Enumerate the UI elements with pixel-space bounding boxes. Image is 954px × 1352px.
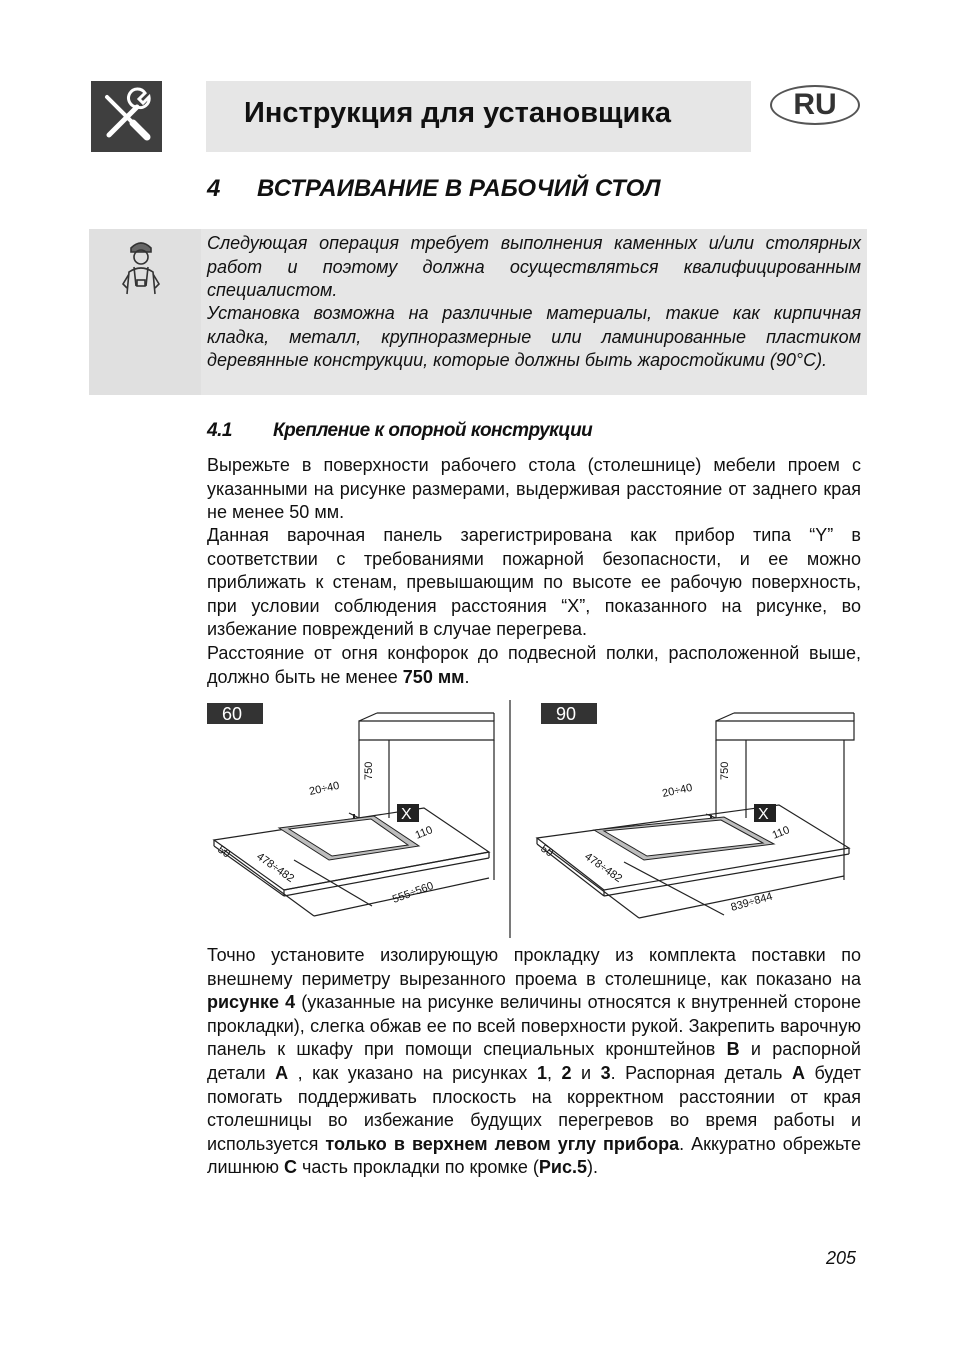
subsection-number: 4.1 — [207, 420, 232, 441]
figure-label-60: 60 — [222, 704, 243, 724]
text-run: . Распорная деталь — [610, 1062, 792, 1083]
note-paragraph: Следующая операция требует выполнения каменных и/или столярных работ и поэтому должна осуществляться квалифицированным специалистом. — [207, 233, 861, 301]
text-run-bold: A — [791, 1062, 805, 1083]
body-paragraph — [207, 642, 861, 689]
text-run-bold: 1 — [536, 1062, 547, 1083]
section-title: ВСТРАИВАНИЕ В РАБОЧИЙ СТОЛ — [257, 175, 661, 202]
text-run-bold: 750 мм — [402, 666, 465, 687]
dim-offset: 20÷40 — [308, 779, 341, 798]
section-heading — [207, 175, 660, 203]
text-run: Точно установите изолирующую прокладку из комплекта поставки по внешнему периметру вырезанного проема в столешнице, как показано на — [207, 945, 861, 989]
note-paragraph: Установка возможна на различные материалы, такие как кирпичная кладка, металл, крупноразмерные или ламинированные пластиком деревянные конструкции, которые должны быть жаростойкими (90°C). — [207, 303, 861, 371]
dim-width: 555÷560 — [390, 879, 436, 906]
text-run: будет помогать поддерживать плоскость на корректном расстоянии от края столешницы во избежание будущих перегревов во время работы и используется — [207, 1062, 861, 1154]
figure-90 — [537, 703, 854, 918]
text-run-bold: B — [726, 1039, 740, 1060]
marker-x: X — [401, 806, 412, 823]
body-paragraph: Вырежьте в поверхности рабочего стола (столешнице) мебели проем с указанными на рисунке размерами, выдерживая расстояние от заднего края не менее 50 мм. — [207, 455, 861, 523]
figure-label-90: 90 — [556, 704, 577, 724]
worker-icon — [113, 236, 169, 296]
text-run-bold: 2 — [561, 1062, 572, 1083]
dim-back: 50 — [215, 843, 233, 861]
page-title: Инструкция для установщика — [244, 97, 671, 129]
text-run: . — [464, 666, 470, 687]
dim-height: 750 — [719, 761, 731, 780]
text-run: ). — [586, 1157, 598, 1178]
marker-x: X — [758, 806, 769, 823]
dim-back: 50 — [538, 842, 556, 860]
dim-offset: 20÷40 — [661, 781, 694, 800]
text-run-bold: только в верхнем левом углу прибора — [325, 1133, 680, 1154]
dim-depth: 478÷482 — [254, 850, 297, 885]
text-run-bold: Рис.5 — [538, 1157, 587, 1178]
dim-depth: 478÷482 — [582, 850, 625, 885]
text-run: . Аккуратно обрежьте лишнюю — [207, 1133, 861, 1178]
subsection-title: Крепление к опорной конструкции — [273, 420, 593, 441]
installation-figure — [204, 700, 859, 940]
text-run: , — [546, 1062, 562, 1083]
dim-side: 110 — [413, 824, 435, 842]
section-number: 4 — [207, 175, 221, 202]
text-run: (указанные на рисунке величины относятся к внутренней стороне прокладки), слегка обжав ее по всей поверхности рукой. Закрепить варочную панель к шкафу при помощи специальных кронштейнов — [207, 992, 861, 1060]
dim-width: 839÷844 — [729, 890, 774, 914]
text-run-bold: C — [283, 1157, 297, 1178]
body-paragraph — [207, 944, 861, 1180]
text-run: и распорной детали — [207, 1039, 861, 1083]
language-badge: RU — [770, 85, 860, 125]
wrench-screwdriver-icon — [91, 81, 162, 152]
text-run: , как указано на рисунках — [288, 1062, 537, 1083]
dim-height: 750 — [363, 761, 375, 780]
figure-60 — [207, 703, 494, 916]
text-run: и — [571, 1062, 601, 1083]
dim-side: 110 — [770, 824, 792, 842]
body-paragraph: Данная варочная панель зарегистрирована как прибор типа “Y” в соответствии с требованиями пожарной безопасности, и ее можно приближать к стенам, превышающим по высоте ее рабочую поверхность, при условии соблюдения расстояния “X”, показанного на рисунке, во избежание повреждений в случае перегрева. — [207, 525, 861, 640]
text-run: часть прокладки по кромке ( — [296, 1157, 539, 1178]
text-run-bold: рисунке 4 — [207, 992, 296, 1013]
text-run-bold: 3 — [600, 1062, 611, 1083]
text-run-bold: A — [275, 1062, 289, 1083]
subsection-heading — [207, 420, 592, 442]
text-run: Расстояние от огня конфорок до подвесной полки, расположенной выше, должно быть не менее — [207, 643, 861, 687]
page-number: 205 — [826, 1248, 857, 1268]
